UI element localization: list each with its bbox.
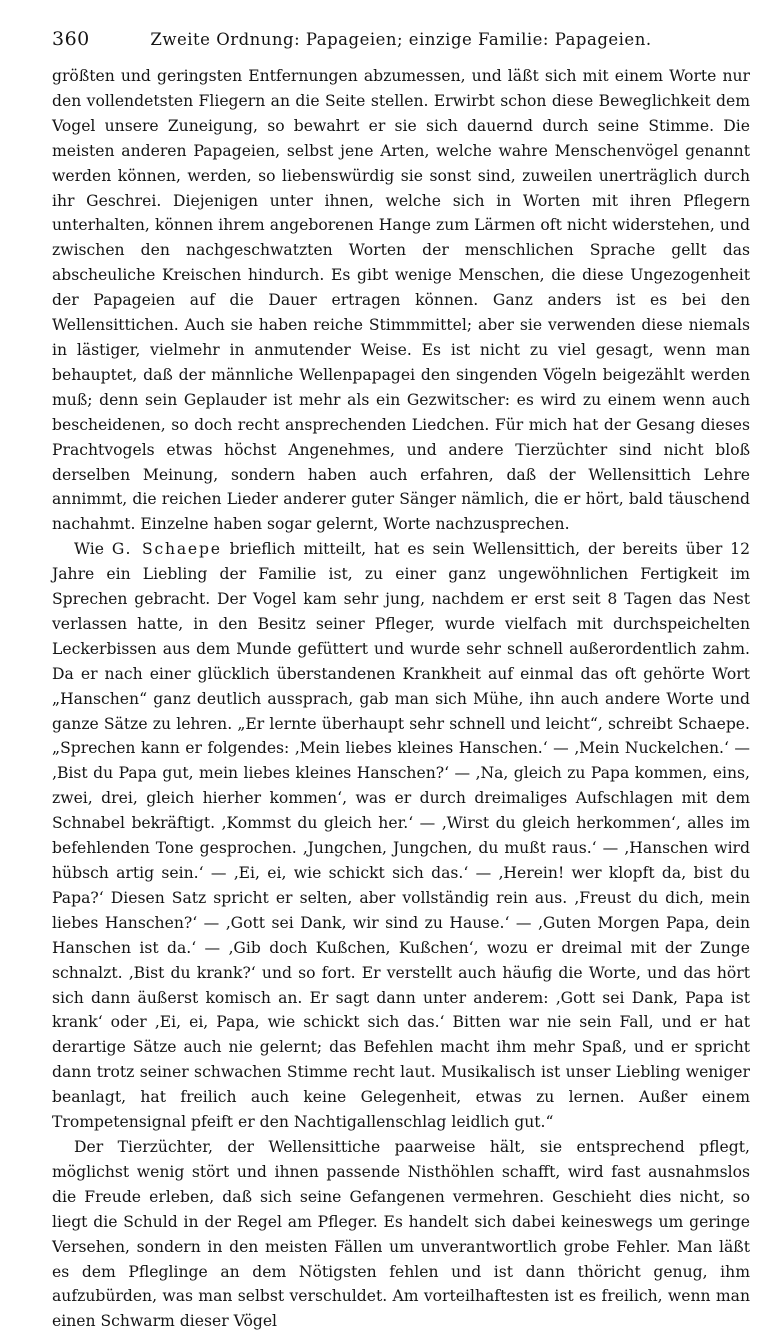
- paragraph-1-text: größten und geringsten Entfernungen abzumessen, und läßt sich mit einem Worte nur den vollendetsten Fliegern an die Seite stellen. Erwirbt schon diese Beweglichkeit dem Vogel unsere Zuneigung, so bewahrt er sie sich dauernd durch seine Stimme. Die meisten anderen Papageien, selbst jene Arten, welche wahre Menschenvögel genannt werden können, werden, so liebenswürdig sie sonst sind, zuweilen unerträglich durch ihr Geschrei. Diejenigen unter ihnen, welche sich in Worten mit ihren Pflegern unterhalten, können ihrem angeborenen Hange zum Lärmen oft nicht widerstehen, und zwischen den nachgeschwatzten Worten der menschlichen Sprache gellt das abscheuliche Kreischen hindurch. Es gibt wenige Menschen, die diese Ungezogenheit der Papageien auf die Dauer ertragen können. Ganz anders ist es bei den Wellensittichen. Auch sie haben reiche Stimmmittel; aber sie verwenden diese niemals in lästiger, vielmehr in anmutender Weise. Es ist nicht zu viel gesagt, wenn man behauptet, daß der männliche Wellenpapagei den singenden Vögeln beigezählt werden muß; denn sein Geplauder ist mehr als ein Gezwitscher: es wird zu einem wenn auch bescheidenen, so doch recht ansprechenden Liedchen. Für mich hat der Gesang dieses Prachtvogels etwas höchst Angenehmes, und andere Tierzüchter sind nicht bloß derselben Meinung, sondern haben auch erfahren, daß der Wellensittich Lehre annimmt, die reichen Lieder anderer guter Sänger nämlich, die er hört, bald täuschend nachahmt. Einzelne haben sogar gelernt, Worte nachzusprechen.: [52, 67, 750, 534]
- running-head: Zweite Ordnung: Papageien; einzige Familie: Papageien.: [150, 30, 652, 49]
- paragraph-3: [52, 1135, 750, 1334]
- paragraph-2: [52, 537, 750, 1135]
- body-text: [52, 64, 750, 1334]
- paragraph-2-text: brieflich mitteilt, hat es sein Wellensittich, der bereits über 12 Jahre ein Liebling der Familie ist, zu einer ganz ungewöhnlichen Fertigkeit im Sprechen gebracht. Der Vogel kam sehr jung, nachdem er erst seit 8 Tagen das Nest verlassen hatte, in den Besitz seiner Pfleger, wurde vielfach mit durchspeichelten Leckerbissen aus dem Munde gefüttert und wurde sehr schnell außerordentlich zahm. Da er nach einer glücklich überstandenen Krankheit auf einmal das oft gehörte Wort „Hanschen“ ganz deutlich aussprach, gab man sich Mühe, ihn auch andere Worte und ganze Sätze zu lehren. „Er lernte überhaupt sehr schnell und leicht“, schreibt Schaepe. „Sprechen kann er folgendes: ‚Mein liebes kleines Hanschen.‘ — ‚Mein Nuckelchen.‘ — ‚Bist du Papa gut, mein liebes kleines Hanschen?‘ — ‚Na, gleich zu Papa kommen, eins, zwei, drei, gleich hierher kommen‘, was er durch dreimaliges Aufschlagen mit dem Schnabel bekräftigt. ‚Kommst du gleich her.‘ — ‚Wirst du gleich herkommen‘, alles im befehlenden Tone gesprochen. ‚Jungchen, Jungchen, du mußt raus.‘ — ‚Hanschen wird hübsch artig sein.‘ — ‚Ei, ei, wie schickt sich das.‘ — ‚Herein! wer klopft da, bist du Papa?‘ Diesen Satz spricht er selten, aber vollständig rein aus. ‚Freust du dich, mein liebes Hanschen?‘ — ‚Gott sei Dank, wir sind zu Hause.‘ — ‚Guten Morgen Papa, dein Hanschen ist da.‘ — ‚Gib doch Kußchen, Kußchen‘, wozu er dreimal mit der Zunge schnalzt. ‚Bist du krank?‘ und so fort. Er verstellt auch häufig die Worte, und das hört sich dann äußerst komisch an. Er sagt dann unter anderem: ‚Gott sei Dank, Papa ist krank‘ oder ‚Ei, ei, Papa, wie schickt sich das.‘ Bitten war nie sein Fall, und er hat derartige Sätze auch nie gelernt; das Befehlen macht ihm mehr Spaß, und er spricht dann trotz seiner schwachen Stimme recht laut. Musikalisch ist unser Liebling weniger beanlagt, hat freilich auch keine Gelegenheit, etwas zu lernen. Außer einem Trompetensignal pfeift er den Nachtigallenschlag leidlich gut.“: [52, 540, 750, 1132]
- page-number: 360: [52, 28, 90, 50]
- page-header: [52, 28, 750, 58]
- paragraph-2-lead: Wie: [74, 540, 112, 559]
- paragraph-3-text: Der Tierzüchter, der Wellensittiche paarweise hält, sie entsprechend pflegt, möglichst wenig stört und ihnen passende Nisthöhlen schafft, wird fast ausnahmslos die Freude erleben, daß sich seine Gefangenen vermehren. Geschieht dies nicht, so liegt die Schuld in der Regel am Pfleger. Es handelt sich dabei keineswegs um geringe Versehen, sondern in den meisten Fällen um unverantwortlich grobe Fehler. Man läßt es dem Pfleglinge an dem Nötigsten fehlen und ist dann thöricht genug, ihm aufzubürden, was man selbst verschuldet. Am vorteilhaftesten ist es freilich, wenn man einen Schwarm dieser Vögel: [52, 1137, 750, 1331]
- paragraph-1: [52, 64, 750, 537]
- author-name: G. Schaepe: [111, 540, 222, 559]
